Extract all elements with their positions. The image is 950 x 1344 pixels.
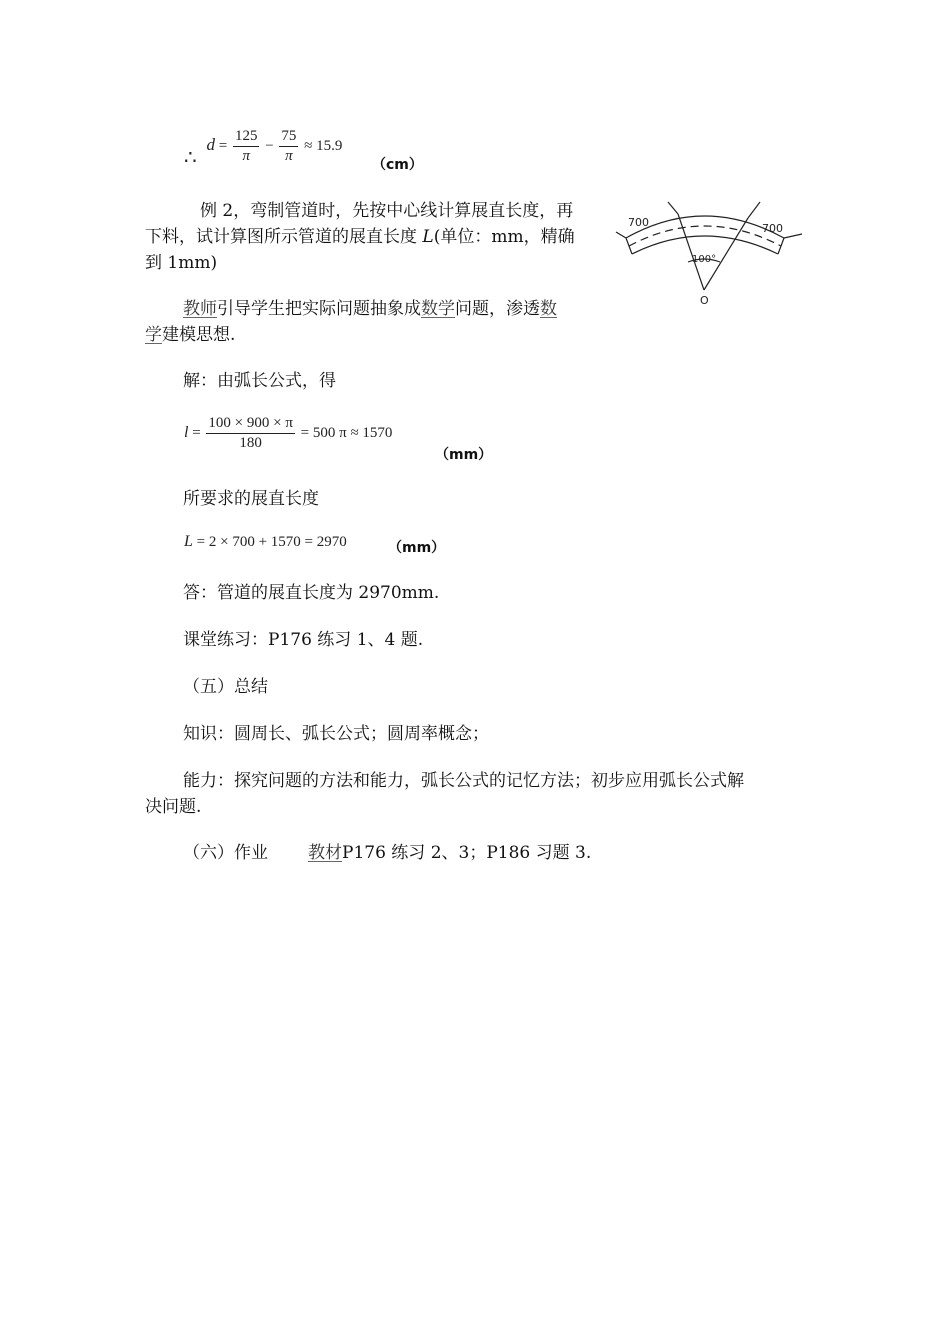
left-length-label: 700 xyxy=(628,216,649,229)
formula-L-variable: L xyxy=(184,533,193,550)
teacher-note-line2 xyxy=(145,322,235,348)
formula-d-unit: （cm） xyxy=(372,157,423,173)
homework-line xyxy=(183,840,591,866)
fraction-denominator: 180 xyxy=(239,435,262,451)
fraction-numerator: 125 xyxy=(233,128,260,147)
example2-line1: 例 2，弯制管道时，先按中心线计算展直长度，再 xyxy=(200,201,574,221)
link-textbook[interactable]: 教材 xyxy=(308,843,342,863)
pipe-outer-arc xyxy=(626,216,784,238)
example2-line2 xyxy=(145,224,575,250)
teacher-note-text1: 引导学生把实际问题抽象成 xyxy=(217,299,421,319)
fraction-75-pi xyxy=(279,128,298,165)
right-extension-line xyxy=(748,202,760,218)
formula-l-unit: （mm） xyxy=(435,447,493,463)
fraction-denominator: π xyxy=(285,148,293,164)
formula-l-result: = 500 π ≈ 1570 xyxy=(300,424,393,441)
teacher-note-line1 xyxy=(183,296,557,322)
link-math[interactable]: 数学 xyxy=(421,299,455,319)
link-math-split-b[interactable]: 学 xyxy=(145,325,162,345)
angle-label: 100° xyxy=(692,254,717,265)
formula-l-equals: = xyxy=(192,424,201,441)
formula-d-equals: = xyxy=(218,137,228,154)
length-intro: 所要求的展直长度 xyxy=(183,489,319,509)
right-length-label: 700 xyxy=(762,222,783,235)
left-radius-line xyxy=(678,214,704,290)
formula-d-minus: − xyxy=(265,137,274,154)
teacher-note-text2: 问题，渗透 xyxy=(455,299,540,319)
fraction-125-pi xyxy=(233,128,260,165)
example2-variable-L: L xyxy=(422,227,434,247)
summary-heading: （五）总结 xyxy=(183,677,268,697)
link-math-split-a[interactable]: 数 xyxy=(540,299,557,319)
fraction-denominator: π xyxy=(242,148,250,164)
therefore-symbol: ∴ xyxy=(184,146,197,169)
formula-l xyxy=(184,415,392,452)
left-dimension-arrow xyxy=(616,232,626,238)
fraction-arc-length xyxy=(206,415,295,452)
pipe-arc-figure xyxy=(612,200,812,310)
formula-d-variable: d xyxy=(206,134,215,154)
link-teacher[interactable]: 教师 xyxy=(183,299,217,319)
left-extension-line xyxy=(668,202,678,214)
ability-line2: 决问题. xyxy=(145,797,202,817)
homework-text: P176 练习 2、3；P186 习题 3. xyxy=(342,843,592,863)
practice-line: 课堂练习：P176 练习 1、4 题. xyxy=(183,630,424,650)
formula-L-expression: = 2 × 700 + 1570 = 2970 xyxy=(196,534,347,550)
fraction-numerator: 100 × 900 × π xyxy=(206,415,295,434)
example2-line2-text-a: 下料，试计算图所示管道的展直长度 xyxy=(145,227,423,247)
teacher-note-text3: 建模思想. xyxy=(162,325,236,345)
example2-line2-text-b: (单位：mm，精确 xyxy=(433,227,575,247)
center-point-label: O xyxy=(700,294,709,307)
right-dimension-arrow xyxy=(784,234,802,238)
homework-heading: （六）作业 xyxy=(183,843,268,863)
solution-intro: 解：由弧长公式，得 xyxy=(183,371,336,391)
pipe-inner-arc xyxy=(632,236,778,254)
formula-L xyxy=(184,533,347,551)
formula-L-unit: （mm） xyxy=(388,540,446,556)
left-end-cap xyxy=(626,238,632,254)
formula-d-result: ≈ 15.9 xyxy=(304,137,343,154)
ability-line1: 能力：探究问题的方法和能力，弧长公式的记忆方法；初步应用弧长公式解 xyxy=(183,771,744,791)
formula-d xyxy=(184,128,343,169)
example2-line3: 到 1mm) xyxy=(145,253,218,273)
knowledge-line: 知识：圆周长、弧长公式；圆周率概念； xyxy=(183,724,489,744)
fraction-numerator: 75 xyxy=(279,128,298,147)
right-end-cap xyxy=(778,238,784,254)
formula-l-variable: l xyxy=(184,423,189,441)
answer-line: 答：管道的展直长度为 2970mm. xyxy=(183,583,440,603)
